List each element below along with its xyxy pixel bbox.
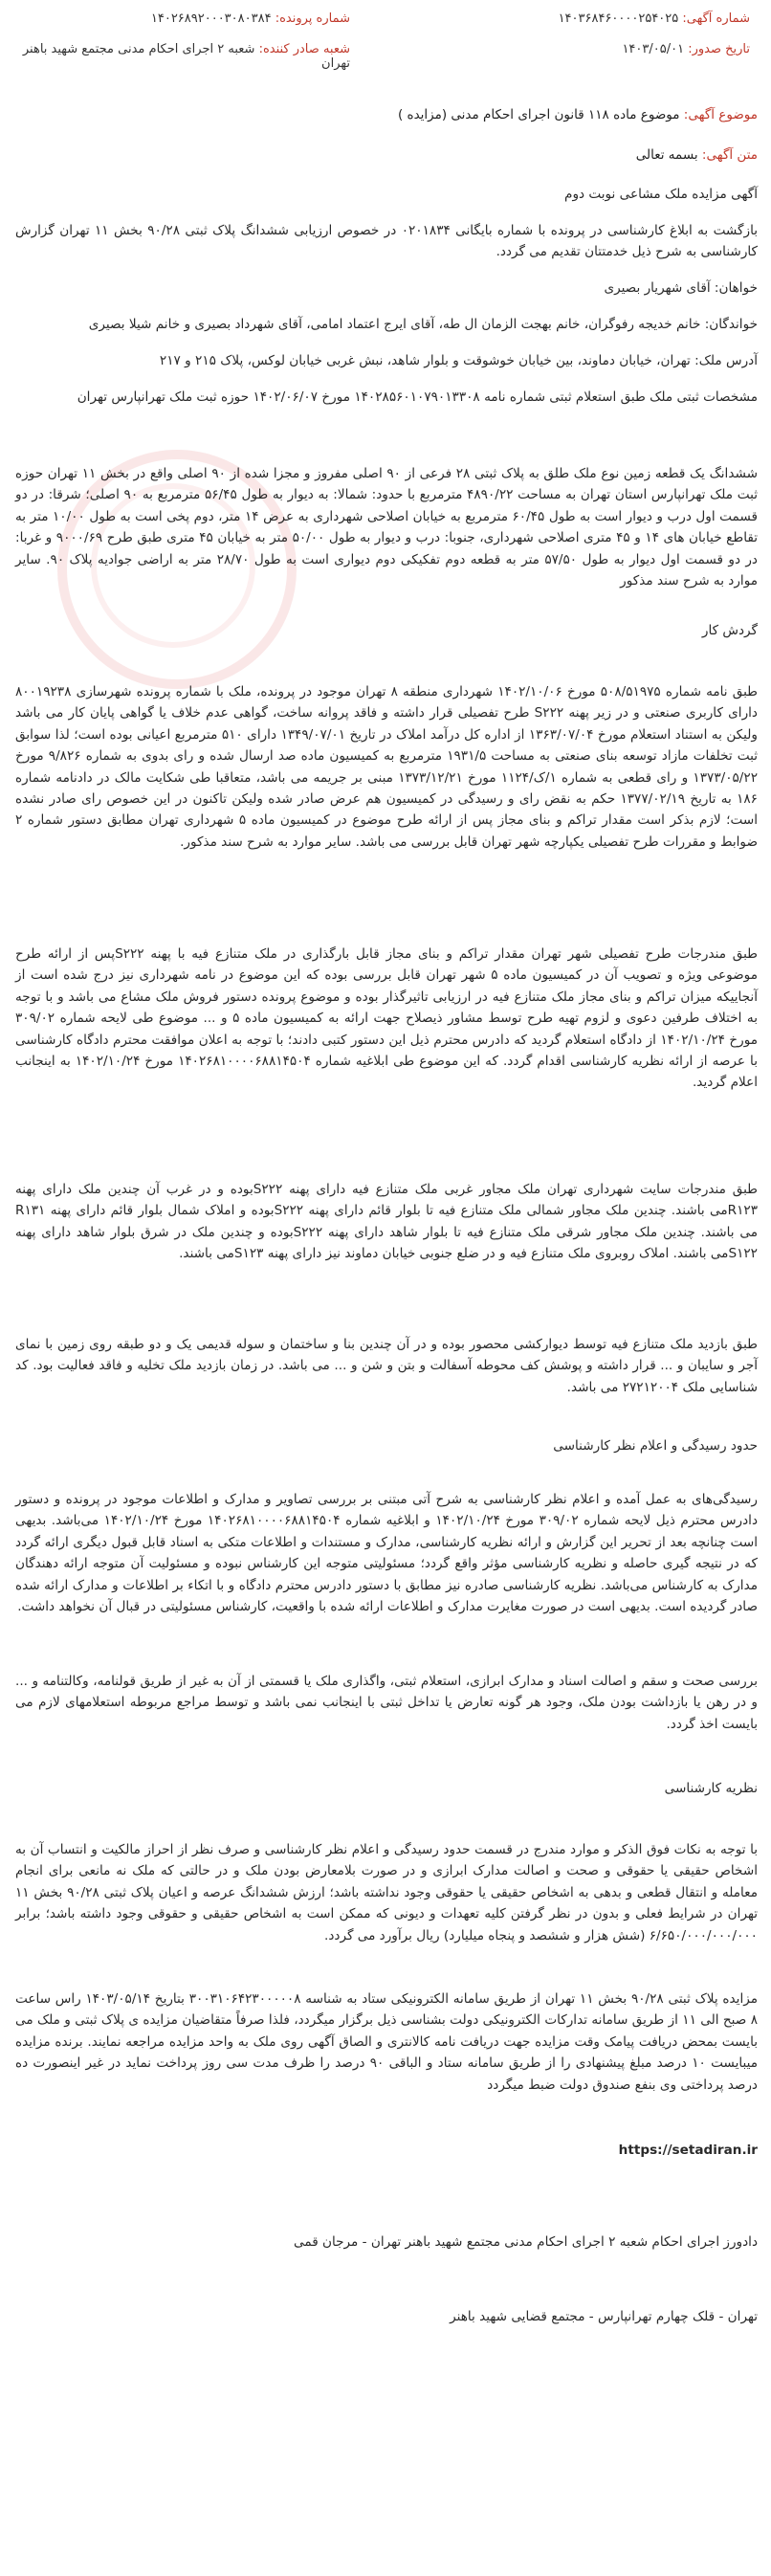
- paragraph-neighbors: طبق مندرجات سایت شهرداری تهران ملک مجاور غربی ملک متنازع فیه دارای پهنه S۲۲۲بوده و در غرب آن چندین ملک دارای پهنه R۱۲۳می باشند. چندین ملک مجاور شمالی ملک متنازع فیه تا بلوار قائم دارای پهنه S۲۲۲بوده و املاک شمال بلوار قائم دارای پهنه R۱۳۱ می باشند. چندین ملک مجاور شرقی ملک متنازع فیه تا بلوار شاهد دارای پهنه S۲۲۲بوده و چندین ملک در شرق بلوار شاهد دارای پهنه S۱۲۲می باشند. املاک روبروی ملک متنازع فیه و در ضلع جنوبی خیابان دماوند نیز دارای پهنه S۱۲۳می باشند.: [15, 1182, 758, 1262]
- paragraph-plan-details: طبق مندرجات طرح تفصیلی شهر تهران مقدار تراکم و بنای مجاز قابل بارگذاری در ملک متنازع فیه با پهنه S۲۲۲پس از ارائه طرح موضوعی ویژه و تصویب آن در کمیسیون ماده ۵ شهر تهران قابل بررسی بوده که این موضوع در نامه شهرداری نیز درج شده است از آنجاییکه میزان تراکم و بنای مجاز ملک متنازع فیه در ارزیابی تاثیرگذار بوده و موضوع پرونده دستور فروش ملک مشاع می باشد و با توجه به اختلاف طرفین دعوی و لزوم تهیه طرح توسط مشاور ذیصلاح جهت ارائه به کمیسیون ماده ۵ و ... موضوع طی لایحه شماره ۳۰۹/۰۲ مورخ ۱۴۰۲/۱۰/۲۴ از دادگاه استعلام گردید که دادرس محترم ذیل این دستور کتبی دادند؛ با توجه به اعلان موافقت محترم دادگاه کارشناسی با عرصه از ارائه نظریه کارشناسی اقدام گردد. که این موضوع طی ابلاغیه شماره ۱۴۰۲۶۸۱۰۰۰۰۶۸۸۱۴۵۰۴ مورخ ۱۴۰۲/۱۰/۲۴ به اینجانب اعلام گردید.: [15, 946, 759, 1091]
- paragraph-defendants: خواندگان: خانم خدیجه رفوگران، خانم بهجت الزمان ال طه، آقای ایرج اعتماد امامی، آقای شهرداد بصیری و خانم شیلا بصیری: [88, 317, 758, 332]
- paragraph-scope: رسیدگی‌های به عمل آمده و اعلام نظر کارشناسی به شرح آتی مبتنی بر بررسی تصاویر و مدارک و اطلاعات موجود در پرونده و دستور دادرس محترم ذیل لایحه شماره ۳۰۹/۰۲ مورخ ۱۴۰۲/۱۰/۲۴ و ابلاغیه شماره ۱۴۰۲۶۸۱۰۰۰۰۶۸۸۱۴۵۰۴ مورخ ۱۴۰۲/۱۰/۲۴ می‌باشد. بدیهی است چنانچه بعد از تحریر این گزارش و ارائه نظریه کارشناسی، مدارک و مستندات و اطلاعات متکی به اسناد قابل قبول دیگری ارائه گردد که در نتیجه گیری حاصله و نظریه کارشناسی مؤثر واقع گردد؛ مسئولیتی متوجه این کارشناس نبوده و مسئولیت آن متوجه ارائه دهندگان مدارک به کارشناس می‌باشد. نظریه کارشناسی صادره نیز مطابق با دستور دادرس محترم دادگاه و با اتکاء بر اطلاعات و مدارک ارائه شده صادر گردیده است. بدیهی است در صورت مغایرت مدارک و اطلاعات ارائه شده با واقعیت، کارشناس مسئولیتی در قبال آن نخواهد داشت.: [15, 1492, 759, 1615]
- issue-date: [622, 42, 750, 56]
- footer-address: تهران - قلک چهارم تهرانپارس - مجتمع قضایی شهید باهنر: [450, 2309, 758, 2324]
- issue-date-label: تاریخ صدور:: [688, 42, 750, 56]
- body-heading: [636, 147, 758, 163]
- paragraph-intro: بازگشت به ابلاغ کارشناسی در پرونده با شماره بایگانی ۰۲۰۱۸۳۴ در خصوص ارزیابی ششدانگ پلاک ثبتی ۹۰/۲۸ بخش ۱۱ تهران گزارش کارشناسی به شرح ذیل خدمتتان تقدیم می گردد.: [15, 223, 759, 260]
- issue-date-value: ۱۴۰۳/۰۵/۰۱: [622, 42, 685, 56]
- paragraph-registry: مشخصات ثبتی ملک طبق استعلام ثبتی شماره نامه ۱۴۰۲۸۵۶۰۱۰۷۹۰۱۳۳۰۸ مورخ ۱۴۰۲/۰۶/۰۷ حوزه ثبت ملک تهرانپارس تهران: [77, 389, 758, 405]
- case-number: [151, 11, 350, 26]
- paragraph-auction: مزایده پلاک ثبتی ۹۰/۲۸ بخش ۱۱ تهران از طریق سامانه الکترونیکی ستاد به شناسه ۳۰۰۳۱۰۶۴۲۳۰۰۰۰۰۸ بتاریخ ۱۴۰۳/۰۵/۱۴ راس ساعت ۸ صبح الی ۱۱ از طریق سامانه تدارکات الکترونیکی دولت بشناسی ذیل برگزار میگردد، فلذا صرفاً متقاضیان مزایده ی پلاک ثبتی و ملک می بایست بمحض دریافت پیامک وقت مزایده جهت دریافت نامه کالانتری و الصاق آگهی روی ملک به واحد مزایده مراجعه نمایند. برنده مزایده میبایست ۱۰ درصد مبلغ پیشنهادی را از طریق سامانه ستاد و الباقی ۹۰ درصد را ظرف مدت سی روز پرداخت نماید در غیر اینصورت ده درصد پرداختی وی بنفع صندوق دولت ضبط میگردد: [15, 1991, 758, 2093]
- case-number-value: ۱۴۰۲۶۸۹۲۰۰۰۳۰۸۰۳۸۴: [150, 11, 272, 26]
- paragraph-plaintiff: خواهان: آقای شهریار بصیری: [604, 280, 758, 296]
- body-heading-label: متن آگهی:: [701, 147, 758, 163]
- paragraph-address: آدرس ملک: تهران، خیابان دماوند، بین خیابان خوشوقت و بلوار شاهد، نبش غربی خیابان لوکس، پلاک ۲۱۵ و ۲۱۷: [159, 353, 758, 368]
- section-heading-opinion: نظریه کارشناسی: [664, 1781, 758, 1796]
- subject-line: [398, 107, 758, 122]
- body-heading-text: بسمه تعالی: [635, 147, 698, 163]
- subject-text: موضوع ماده ۱۱۸ قانون اجرای احکام مدنی (مزایده ): [397, 107, 680, 122]
- case-number-label: شماره پرونده:: [275, 11, 350, 26]
- section-heading-workflow: گردش کار: [701, 623, 758, 638]
- issuing-branch-label: شعبه صادر کننده:: [258, 42, 350, 56]
- paragraph-title: آگهی مزایده ملک مشاعی نوبت دوم: [564, 187, 758, 202]
- paragraph-opinion: با توجه به نکات فوق الذکر و موارد مندرج در قسمت حدود رسیدگی و اعلام نظر کارشناسی و صرف نظر از احراز مالکیت و انتساب آن به اشخاص حقیقی یا حقوقی و صحت و اصالت مدارک ابرازی و در صورت بلامعارض بودن ملک و در حالتی که ملک نه مانعی برای انجام معامله و انتقال قطعی و بدهی به اشخاص حقیقی یا حقوقی وجود نداشته باشد؛ ارزش ششدانگ عرصه و اعیان پلاک ثبتی ۹۰/۲۸ بخش ۱۱ تهران در شرایط فعلی و بدون در نظر گرفتن کلیه تعهدات و دیونی که ممکن است به اشخاص حقیقی و حقوقی وجود داشته باشد؛ برابر ۶/۶۵۰/۰۰۰/۰۰۰/۰۰۰ (شش هزار و ششصد و پنجاه میلیارد) ریال برآورد می گردد.: [15, 1842, 759, 1943]
- footer-officer: دادورز اجرای احکام شعبه ۲ اجرای احکام مدنی مجتمع شهید باهنر تهران - مرجان قمی: [294, 2234, 758, 2250]
- ad-number: [559, 11, 750, 26]
- header-row-1: [0, 11, 771, 31]
- paragraph-workflow: طبق نامه شماره ۵۰۸/۵۱۹۷۵ مورخ ۱۴۰۲/۱۰/۰۶ شهرداری منطقه ۸ تهران موجود در پرونده، ملک با شماره پرونده شهرسازی ۸۰۰۱۹۲۳۸ دارای کاربری صنعتی و در زیر پهنه S۲۲۲ طرح تفصیلی قرار داشته و فاقد پروانه ساخت، گواهی عدم خلاف یا گواهی پایان کار می باشد ولیکن به استناد استعلام مورخ ۱۳۶۳/۰۷/۰۴ از اداره کل درآمد املاک در تاریخ ۱۳۴۹/۰۷/۰۱ دارای ۵۱۰ مترمربع اعیانی بوده است؛ لذا سوابق ثبت تخلفات مازاد توسعه بنای صنعتی به مساحت ۱۹۳۱/۵ مترمربع به کمیسیون ماده صد ارسال شده و رای بدوی به شماره ۹/۸۲۶ مورخ ۱۳۷۳/۰۵/۲۲ و رای قطعی به شماره ۱/ک/۱۱۲۴ مورخ ۱۳۷۳/۱۲/۲۱ مبنی بر جریمه می باشد، متعاقبا طی شکایت مالک در دادنامه شماره ۱۸۶ به تاریخ ۱۳۷۷/۰۲/۱۹ حکم به نقض رای و رسیدگی در کمیسیون هم عرض صادر شده ولیکن تاکنون در این خصوص رای صادر نشده است؛ لازم بذکر است مقدار تراکم و بنای مجاز پس از ارائه طرح موضوع در کمیسیون ماده ۵ شهرداری تهران مطابق دستور شماره ۲ ضوابط و مقررات طرح تفصیلی یکپارچه شهر تهران قابل بررسی می باشد. سایر موارد به شرح سند مذکور.: [15, 684, 758, 850]
- paragraph-site-visit: طبق بازدید ملک متنازع فیه توسط دیوارکشی محصور بوده و در آن چندین بنا و ساختمان و سوله قدیمی یک و دو طبقه روی زمین با نمای آجر و سایبان و ... قرار داشته و پوشش کف محوطه آسفالت و بتن و شن و ... می باشد. در زمان بازدید ملک تخلیه و فاقد فعالیت بود. کد شناسایی ملک ۲۷۲۱۲۰۰۴ می باشد.: [15, 1337, 758, 1395]
- subject-label: موضوع آگهی:: [683, 107, 758, 122]
- issuing-branch: [0, 42, 350, 71]
- section-heading-scope: حدود رسیدگی و اعلام نظر کارشناسی: [553, 1438, 758, 1454]
- issuing-branch-value: شعبه ۲ اجرای احکام مدنی مجتمع شهید باهنر تهران: [22, 42, 350, 71]
- header-row-2: [0, 42, 771, 71]
- paragraph-verification: بررسی صحت و سقم و اصالت اسناد و مدارک ابرازی، استعلام ثبتی، واگذاری ملک یا قسمتی از آن به غیر از طریق قولنامه، وکالتنامه و ... و در رهن یا بازداشت بودن ملک، وجود هر گونه تعارض یا تداخل ثبتی با اینجانب نمی باشد و توسط مراجع مربوطه استعلامهای لازم می بایست اخذ گردد.: [15, 1674, 758, 1732]
- setad-link[interactable]: https://setadiran.ir: [618, 2143, 758, 2158]
- ad-number-value: ۱۴۰۳۶۸۴۶۰۰۰۰۲۵۴۰۲۵: [558, 11, 679, 26]
- ad-number-label: شماره آگهی:: [682, 11, 750, 26]
- paragraph-boundaries: ششدانگ یک قطعه زمین نوع ملک طلق به پلاک ثبتی ۲۸ فرعی از ۹۰ اصلی مفروز و مجزا شده از ۹۰ اصلی واقع در بخش ۱۱ تهران حوزه ثبت ملک تهرانپارس استان تهران به مساحت ۴۸۹۰/۲۲ مترمربع با حدود: شمالا: به دیوار به طول ۵۶/۴۵ مترمربع به ۹۰ اصلی؛ شرقا: در دو قسمت اول درب و دیوار است به طول ۶۰/۴۵ مترمربع به خیابان اصلاحی شهرداری به عرض ۱۴ متر، دوم پخی است به طول ۱۰/۰۰ متر به تقاطع خیابان های ۱۴ و ۴۵ متری اصلاحی شهرداری، جنوبا: درب و دیوار به طول ۵۰/۰۰ متر به خیابان ۴۵ متری طبق طرح ۹۰۰۰/۶۹ و غربا: در دو قسمت اول دیوار به طول ۵۷/۵۰ متر به قطعه دوم تفکیکی دوم دیواری است به طول ۲۸/۷۰ متر به اراضی جوادیه پلاک ۹۰. سایر موارد به شرح سند مذکور: [15, 466, 759, 589]
